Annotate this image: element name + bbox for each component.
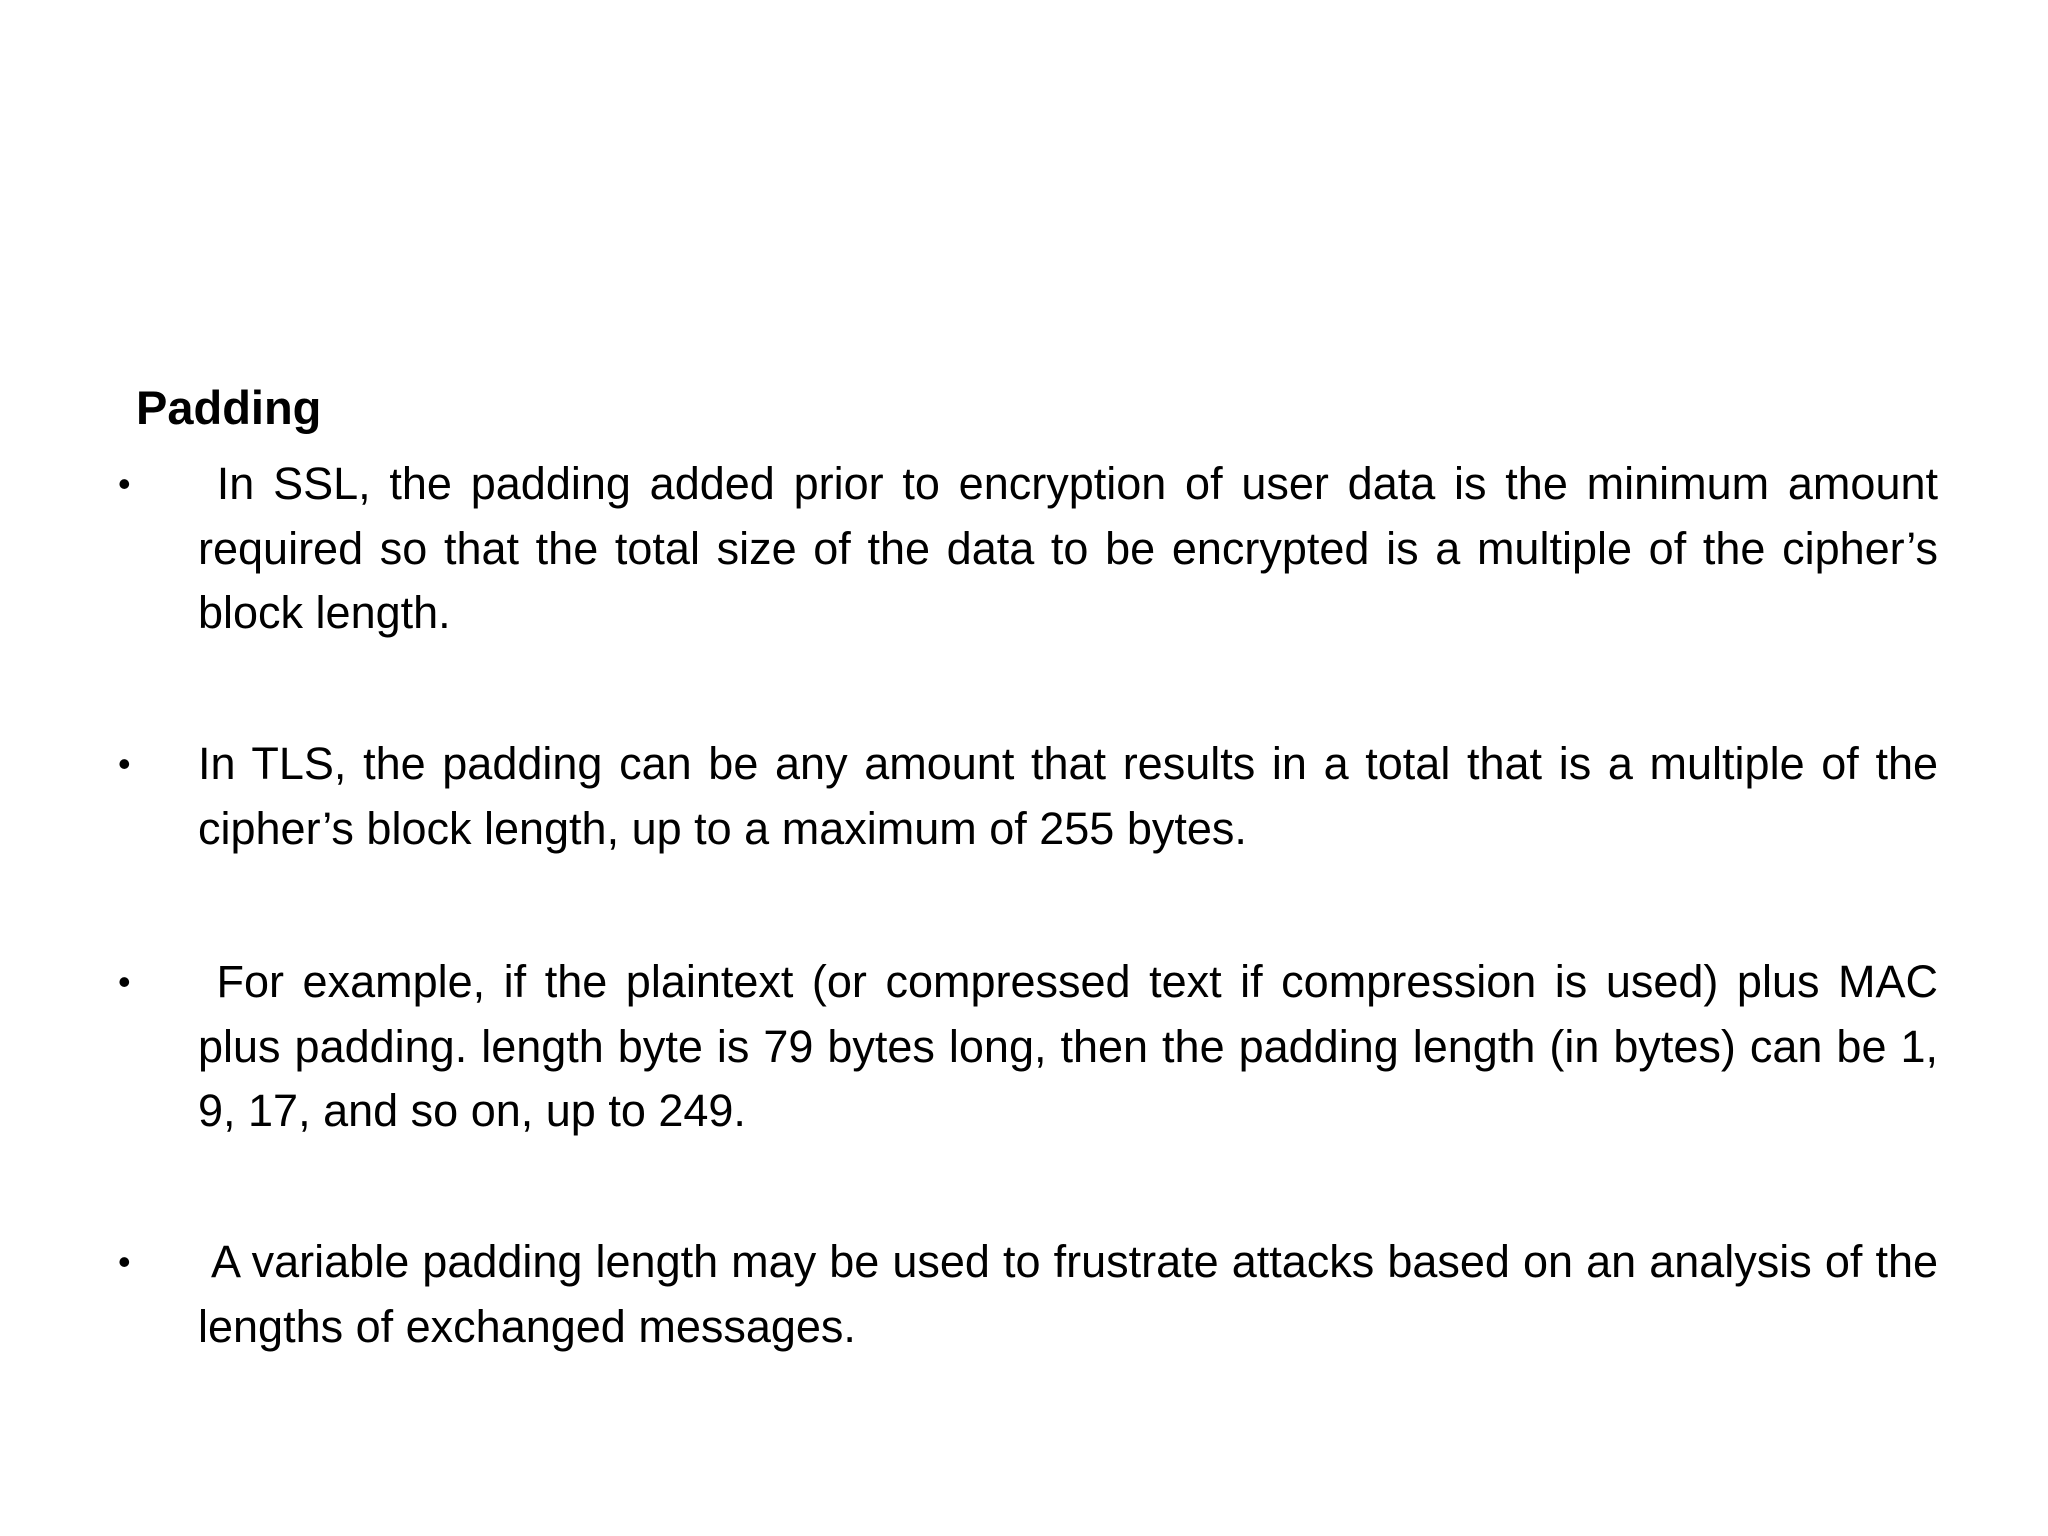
bullet-text: In SSL, the padding added prior to encryption of user data is the minimum amount required so that the total size of the data to be encrypted is a multiple of the cipher’s block length. [198, 458, 1938, 638]
bullet-icon: • [118, 743, 131, 784]
bullet-icon: • [118, 961, 131, 1002]
bullet-text: A variable padding length may be used to frustrate attacks based on an analysis of the lengths of exchanged messages. [198, 1236, 1938, 1352]
bullet-text: In TLS, the padding can be any amount that results in a total that is a multiple of the cipher’s block length, up to a maximum of 255 bytes. [198, 738, 1938, 854]
bullet-icon: • [118, 463, 131, 504]
slide-heading: Padding [136, 381, 322, 434]
bullet-icon: • [118, 1241, 131, 1282]
bullet-text: For example, if the plaintext (or compressed text if compression is used) plus MAC plus padding. length byte is 79 bytes long, then the padding length (in bytes) can be 1, 9, 17, and so on, up to 249. [198, 956, 1938, 1136]
